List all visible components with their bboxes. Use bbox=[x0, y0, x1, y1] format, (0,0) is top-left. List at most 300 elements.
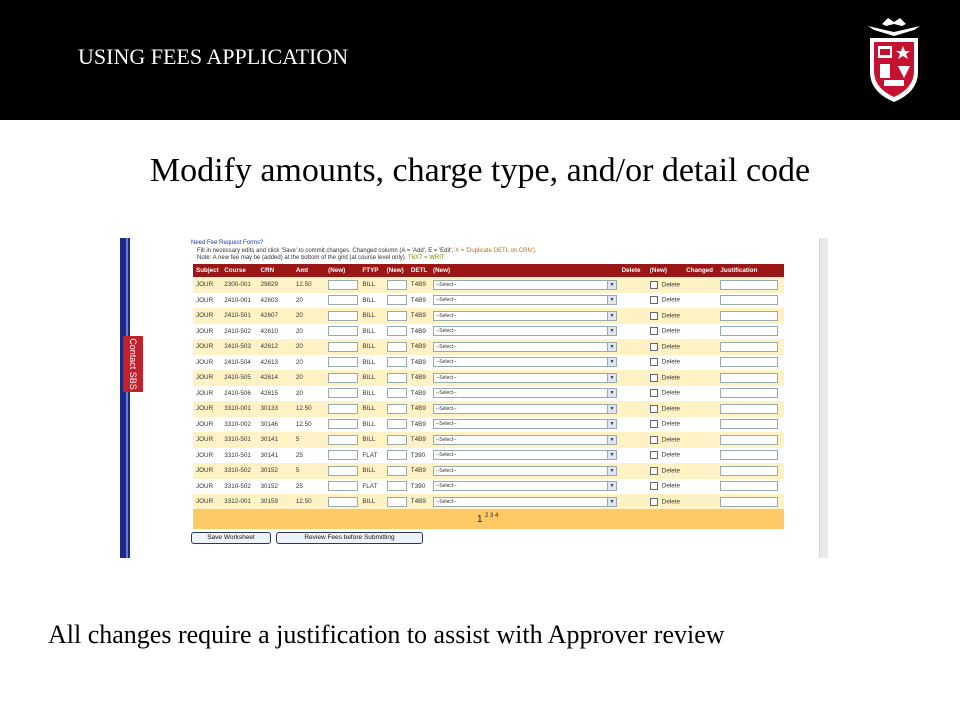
amt-cell: 25 bbox=[293, 448, 325, 464]
justification-input[interactable] bbox=[720, 388, 778, 398]
delete-checkbox[interactable] bbox=[650, 436, 658, 444]
new-ftyp-input[interactable] bbox=[387, 342, 407, 352]
new-ftyp-input[interactable] bbox=[387, 481, 407, 491]
contact-sbs-tab[interactable] bbox=[123, 336, 143, 392]
delete-checkbox[interactable] bbox=[650, 374, 658, 382]
delete-label: Delete bbox=[661, 451, 680, 459]
select-value: --Select-- bbox=[435, 390, 457, 397]
select-value: --Select-- bbox=[435, 436, 457, 443]
detail-code-select[interactable] bbox=[433, 342, 617, 352]
delete-cell bbox=[619, 370, 647, 386]
crn-cell: 42614 bbox=[258, 370, 293, 386]
detl-cell: T4B9 bbox=[408, 401, 430, 417]
delete-label: Delete bbox=[661, 281, 680, 289]
table-row bbox=[193, 355, 784, 371]
delete-checkbox[interactable] bbox=[650, 451, 658, 459]
chevron-down-icon[interactable]: ▼ bbox=[607, 281, 616, 289]
select-value: --Select-- bbox=[435, 498, 457, 505]
new-ftyp-cell bbox=[384, 308, 408, 324]
justification-input[interactable] bbox=[720, 311, 778, 321]
amt-cell: 20 bbox=[293, 370, 325, 386]
justification-cell bbox=[717, 339, 784, 355]
delete-label: Delete bbox=[661, 296, 680, 304]
changed-cell bbox=[683, 308, 717, 324]
ftyp-cell: BILL bbox=[359, 293, 383, 309]
contact-sbs-label: Contact SBS bbox=[128, 338, 138, 390]
table-row bbox=[193, 494, 784, 510]
changed-cell bbox=[683, 324, 717, 340]
subject-cell: JOUR bbox=[193, 308, 221, 324]
new-amt-input[interactable] bbox=[328, 311, 358, 321]
new-ftyp-input[interactable] bbox=[387, 497, 407, 507]
new-ftyp-input[interactable] bbox=[387, 419, 407, 429]
chevron-down-icon[interactable]: ▼ bbox=[607, 498, 616, 506]
subject-cell: JOUR bbox=[193, 293, 221, 309]
new-amt-input[interactable] bbox=[328, 497, 358, 507]
changed-cell bbox=[683, 370, 717, 386]
new-amt-input[interactable] bbox=[328, 435, 358, 445]
chevron-down-icon[interactable]: ▼ bbox=[607, 343, 616, 351]
instruction-line: Fill in necessary edits and click 'Save' to commit changes. Changed column (A = 'Add', E = 'Edit', X = 'Duplicate DETL on CRN'). bbox=[197, 247, 537, 254]
new-amt-input[interactable] bbox=[328, 388, 358, 398]
crn-cell: 42613 bbox=[258, 355, 293, 371]
delete-checkbox[interactable] bbox=[650, 296, 658, 304]
new-amt-cell bbox=[325, 401, 359, 417]
delete-cell bbox=[619, 479, 647, 495]
column-header: FTYP bbox=[359, 264, 383, 277]
delete-label: Delete bbox=[661, 389, 680, 397]
chevron-down-icon[interactable]: ▼ bbox=[607, 482, 616, 490]
justification-cell bbox=[717, 308, 784, 324]
chevron-down-icon[interactable]: ▼ bbox=[607, 312, 616, 320]
changed-cell bbox=[683, 293, 717, 309]
crn-cell: 29829 bbox=[258, 277, 293, 293]
course-cell: 3310-002 bbox=[221, 417, 257, 433]
delete-checkbox-cell bbox=[647, 417, 683, 433]
changed-cell bbox=[683, 401, 717, 417]
justification-input[interactable] bbox=[720, 466, 778, 476]
new-ftyp-input[interactable] bbox=[387, 466, 407, 476]
new-ftyp-cell bbox=[384, 448, 408, 464]
new-ftyp-input[interactable] bbox=[387, 404, 407, 414]
review-fees-button[interactable]: Review Fees before Submitting bbox=[276, 532, 423, 544]
select-value: --Select-- bbox=[435, 297, 457, 304]
chevron-down-icon[interactable]: ▼ bbox=[607, 358, 616, 366]
column-header: CRN bbox=[258, 264, 293, 277]
fees-grid-header bbox=[193, 264, 784, 277]
detl-cell: T4B9 bbox=[408, 417, 430, 433]
detl-cell: T390 bbox=[408, 448, 430, 464]
course-cell: 2410-506 bbox=[221, 386, 257, 402]
new-amt-input[interactable] bbox=[328, 342, 358, 352]
ftyp-cell: BILL bbox=[359, 432, 383, 448]
new-amt-cell bbox=[325, 463, 359, 479]
detail-code-select[interactable] bbox=[433, 481, 617, 491]
new-ftyp-input[interactable] bbox=[387, 435, 407, 445]
delete-checkbox[interactable] bbox=[650, 312, 658, 320]
pagination-bar bbox=[193, 509, 784, 529]
chevron-down-icon[interactable]: ▼ bbox=[607, 327, 616, 335]
justification-input[interactable] bbox=[720, 342, 778, 352]
delete-checkbox[interactable] bbox=[650, 498, 658, 506]
delete-checkbox[interactable] bbox=[650, 389, 658, 397]
amt-cell: 20 bbox=[293, 308, 325, 324]
delete-checkbox[interactable] bbox=[650, 482, 658, 490]
header-row bbox=[193, 264, 784, 277]
justification-input[interactable] bbox=[720, 404, 778, 414]
detl-cell: T4B9 bbox=[408, 355, 430, 371]
column-header: Amt bbox=[293, 264, 325, 277]
ftyp-cell: BILL bbox=[359, 386, 383, 402]
delete-checkbox[interactable] bbox=[650, 327, 658, 335]
justification-input[interactable] bbox=[720, 450, 778, 460]
subject-cell: JOUR bbox=[193, 370, 221, 386]
subject-cell: JOUR bbox=[193, 463, 221, 479]
new-detl-cell bbox=[430, 355, 619, 371]
select-value: --Select-- bbox=[435, 312, 457, 319]
ftyp-cell: BILL bbox=[359, 355, 383, 371]
new-amt-input[interactable] bbox=[328, 450, 358, 460]
detail-code-select[interactable] bbox=[433, 280, 617, 290]
chevron-down-icon[interactable]: ▼ bbox=[607, 436, 616, 444]
new-ftyp-cell bbox=[384, 432, 408, 448]
new-detl-cell bbox=[430, 339, 619, 355]
delete-checkbox[interactable] bbox=[650, 405, 658, 413]
new-amt-input[interactable] bbox=[328, 466, 358, 476]
course-cell: 2410-001 bbox=[221, 293, 257, 309]
course-cell: 3310-502 bbox=[221, 463, 257, 479]
delete-label: Delete bbox=[661, 327, 680, 335]
justification-cell bbox=[717, 386, 784, 402]
new-amt-input[interactable] bbox=[328, 419, 358, 429]
detl-cell: T4B9 bbox=[408, 494, 430, 510]
ftyp-cell: BILL bbox=[359, 494, 383, 510]
justification-cell bbox=[717, 293, 784, 309]
slide-subtitle: Modify amounts, charge type, and/or detail code bbox=[149, 152, 811, 189]
delete-checkbox-cell bbox=[647, 448, 683, 464]
fees-grid bbox=[193, 264, 784, 510]
course-cell: 2300-001 bbox=[221, 277, 257, 293]
detail-code-select[interactable] bbox=[433, 419, 617, 429]
column-header: Delete bbox=[619, 264, 647, 277]
chevron-down-icon[interactable]: ▼ bbox=[607, 405, 616, 413]
delete-cell bbox=[619, 324, 647, 340]
detail-code-select[interactable] bbox=[433, 466, 617, 476]
table-row bbox=[193, 448, 784, 464]
new-ftyp-input[interactable] bbox=[387, 357, 407, 367]
amt-cell: 20 bbox=[293, 324, 325, 340]
column-header: (New) bbox=[384, 264, 408, 277]
justification-input[interactable] bbox=[720, 419, 778, 429]
chevron-down-icon[interactable]: ▼ bbox=[607, 467, 616, 475]
detl-cell: T4B9 bbox=[408, 308, 430, 324]
table-row bbox=[193, 277, 784, 293]
detail-code-select[interactable] bbox=[433, 357, 617, 367]
delete-checkbox-cell bbox=[647, 370, 683, 386]
detail-code-select[interactable] bbox=[433, 435, 617, 445]
delete-cell bbox=[619, 417, 647, 433]
new-amt-cell bbox=[325, 277, 359, 293]
new-ftyp-input[interactable] bbox=[387, 280, 407, 290]
detail-code-select[interactable] bbox=[433, 373, 617, 383]
crn-cell: 42615 bbox=[258, 386, 293, 402]
justification-input[interactable] bbox=[720, 326, 778, 336]
subject-cell: JOUR bbox=[193, 417, 221, 433]
detail-code-select[interactable] bbox=[433, 311, 617, 321]
ftyp-cell: FLAT bbox=[359, 479, 383, 495]
chevron-down-icon[interactable]: ▼ bbox=[607, 451, 616, 459]
detl-cell: T4B9 bbox=[408, 339, 430, 355]
crn-cell: 42610 bbox=[258, 324, 293, 340]
table-row bbox=[193, 324, 784, 340]
ftyp-cell: BILL bbox=[359, 339, 383, 355]
table-row bbox=[193, 417, 784, 433]
table-row bbox=[193, 339, 784, 355]
new-ftyp-cell bbox=[384, 370, 408, 386]
delete-checkbox[interactable] bbox=[650, 358, 658, 366]
column-header: Justification bbox=[717, 264, 784, 277]
ftyp-cell: BILL bbox=[359, 277, 383, 293]
changed-cell bbox=[683, 479, 717, 495]
save-worksheet-button[interactable]: Save Worksheet bbox=[191, 532, 271, 544]
new-ftyp-cell bbox=[384, 277, 408, 293]
crn-cell: 30133 bbox=[258, 401, 293, 417]
crn-cell: 30141 bbox=[258, 448, 293, 464]
delete-checkbox-cell bbox=[647, 401, 683, 417]
crn-cell: 30146 bbox=[258, 417, 293, 433]
course-cell: 2410-504 bbox=[221, 355, 257, 371]
ftyp-cell: BILL bbox=[359, 463, 383, 479]
detail-code-select[interactable] bbox=[433, 295, 617, 305]
detl-cell: T4B9 bbox=[408, 277, 430, 293]
ftyp-cell: BILL bbox=[359, 401, 383, 417]
column-header: (New) bbox=[647, 264, 683, 277]
delete-label: Delete bbox=[661, 343, 680, 351]
justification-input[interactable] bbox=[720, 373, 778, 383]
vertical-scrollbar[interactable] bbox=[819, 238, 828, 558]
new-detl-cell bbox=[430, 370, 619, 386]
justification-input[interactable] bbox=[720, 481, 778, 491]
changed-cell bbox=[683, 448, 717, 464]
select-value: --Select-- bbox=[435, 421, 457, 428]
subject-cell: JOUR bbox=[193, 355, 221, 371]
delete-checkbox[interactable] bbox=[650, 467, 658, 475]
delete-checkbox[interactable] bbox=[650, 281, 658, 289]
delete-cell bbox=[619, 293, 647, 309]
column-header: Course bbox=[221, 264, 257, 277]
ftyp-cell: BILL bbox=[359, 324, 383, 340]
course-cell: 3310-502 bbox=[221, 479, 257, 495]
fee-request-forms-link[interactable]: Need Fee Request Forms? bbox=[191, 240, 264, 246]
changed-cell bbox=[683, 494, 717, 510]
table-row bbox=[193, 308, 784, 324]
new-amt-input[interactable] bbox=[328, 373, 358, 383]
delete-label: Delete bbox=[661, 312, 680, 320]
justification-input[interactable] bbox=[720, 357, 778, 367]
justification-cell bbox=[717, 417, 784, 433]
changed-cell bbox=[683, 386, 717, 402]
fees-grid-body bbox=[193, 277, 784, 510]
delete-checkbox-cell bbox=[647, 308, 683, 324]
select-value: --Select-- bbox=[435, 467, 457, 474]
table-row bbox=[193, 370, 784, 386]
crn-cell: 30152 bbox=[258, 479, 293, 495]
new-ftyp-cell bbox=[384, 293, 408, 309]
delete-label: Delete bbox=[661, 436, 680, 444]
new-ftyp-cell bbox=[384, 324, 408, 340]
course-cell: 3312-001 bbox=[221, 494, 257, 510]
justification-input[interactable] bbox=[720, 435, 778, 445]
new-ftyp-cell bbox=[384, 463, 408, 479]
changed-cell bbox=[683, 463, 717, 479]
crn-cell: 30159 bbox=[258, 494, 293, 510]
new-detl-cell bbox=[430, 401, 619, 417]
new-detl-cell bbox=[430, 386, 619, 402]
detail-code-select[interactable] bbox=[433, 404, 617, 414]
new-ftyp-cell bbox=[384, 401, 408, 417]
new-detl-cell bbox=[430, 494, 619, 510]
new-ftyp-input[interactable] bbox=[387, 373, 407, 383]
justification-cell bbox=[717, 277, 784, 293]
amt-cell: 12.50 bbox=[293, 417, 325, 433]
amt-cell: 5 bbox=[293, 432, 325, 448]
chevron-down-icon[interactable]: ▼ bbox=[607, 389, 616, 397]
new-detl-cell bbox=[430, 479, 619, 495]
delete-cell bbox=[619, 494, 647, 510]
course-cell: 2410-501 bbox=[221, 308, 257, 324]
justification-cell bbox=[717, 432, 784, 448]
subject-cell: JOUR bbox=[193, 448, 221, 464]
delete-label: Delete bbox=[661, 420, 680, 428]
new-detl-cell bbox=[430, 308, 619, 324]
subject-cell: JOUR bbox=[193, 386, 221, 402]
new-detl-cell bbox=[430, 293, 619, 309]
justification-input[interactable] bbox=[720, 295, 778, 305]
new-detl-cell bbox=[430, 448, 619, 464]
detail-code-select[interactable] bbox=[433, 326, 617, 336]
course-cell: 3310-501 bbox=[221, 448, 257, 464]
column-header: (New) bbox=[325, 264, 359, 277]
changed-cell bbox=[683, 417, 717, 433]
crn-cell: 42612 bbox=[258, 339, 293, 355]
new-amt-input[interactable] bbox=[328, 357, 358, 367]
new-amt-cell bbox=[325, 432, 359, 448]
new-amt-input[interactable] bbox=[328, 481, 358, 491]
new-ftyp-cell bbox=[384, 494, 408, 510]
changed-cell bbox=[683, 277, 717, 293]
subject-cell: JOUR bbox=[193, 277, 221, 293]
subject-cell: JOUR bbox=[193, 432, 221, 448]
delete-cell bbox=[619, 277, 647, 293]
amt-cell: 5 bbox=[293, 463, 325, 479]
new-ftyp-input[interactable] bbox=[387, 326, 407, 336]
instructions-notes bbox=[191, 240, 537, 263]
delete-checkbox-cell bbox=[647, 432, 683, 448]
new-amt-input[interactable] bbox=[328, 326, 358, 336]
delete-label: Delete bbox=[661, 358, 680, 366]
detail-code-select[interactable] bbox=[433, 497, 617, 507]
subject-cell: JOUR bbox=[193, 339, 221, 355]
justification-input[interactable] bbox=[720, 497, 778, 507]
new-ftyp-cell bbox=[384, 339, 408, 355]
new-detl-cell bbox=[430, 432, 619, 448]
delete-checkbox[interactable] bbox=[650, 420, 658, 428]
course-cell: 2410-503 bbox=[221, 339, 257, 355]
delete-label: Delete bbox=[661, 374, 680, 382]
delete-checkbox[interactable] bbox=[650, 343, 658, 351]
new-ftyp-input[interactable] bbox=[387, 295, 407, 305]
justification-input[interactable] bbox=[720, 280, 778, 290]
justification-cell bbox=[717, 463, 784, 479]
table-row bbox=[193, 401, 784, 417]
new-amt-cell bbox=[325, 417, 359, 433]
new-ftyp-input[interactable] bbox=[387, 450, 407, 460]
ftyp-cell: BILL bbox=[359, 417, 383, 433]
delete-label: Delete bbox=[661, 467, 680, 475]
amt-cell: 25 bbox=[293, 479, 325, 495]
new-amt-input[interactable] bbox=[328, 295, 358, 305]
delete-cell bbox=[619, 308, 647, 324]
new-detl-cell bbox=[430, 324, 619, 340]
detail-code-select[interactable] bbox=[433, 388, 617, 398]
new-ftyp-cell bbox=[384, 386, 408, 402]
course-cell: 2410-502 bbox=[221, 324, 257, 340]
crn-cell: 30141 bbox=[258, 432, 293, 448]
chevron-down-icon[interactable]: ▼ bbox=[607, 374, 616, 382]
subject-cell: JOUR bbox=[193, 401, 221, 417]
amt-cell: 20 bbox=[293, 386, 325, 402]
slide-header-title: USING FEES APPLICATION bbox=[78, 44, 349, 69]
delete-label: Delete bbox=[661, 405, 680, 413]
new-amt-cell bbox=[325, 355, 359, 371]
crn-cell: 30152 bbox=[258, 463, 293, 479]
detail-code-select[interactable] bbox=[433, 450, 617, 460]
delete-cell bbox=[619, 386, 647, 402]
new-ftyp-input[interactable] bbox=[387, 311, 407, 321]
page-links[interactable]: 2 3 4 bbox=[485, 513, 499, 519]
changed-cell bbox=[683, 355, 717, 371]
new-detl-cell bbox=[430, 417, 619, 433]
fees-app-screenshot bbox=[120, 238, 828, 558]
course-cell: 3310-001 bbox=[221, 401, 257, 417]
ftyp-cell: BILL bbox=[359, 308, 383, 324]
amt-cell: 20 bbox=[293, 339, 325, 355]
new-ftyp-input[interactable] bbox=[387, 388, 407, 398]
new-amt-cell bbox=[325, 324, 359, 340]
new-detl-cell bbox=[430, 277, 619, 293]
chevron-down-icon[interactable]: ▼ bbox=[607, 296, 616, 304]
justification-cell bbox=[717, 479, 784, 495]
university-shield-logo bbox=[858, 14, 930, 104]
justification-cell bbox=[717, 324, 784, 340]
chevron-down-icon[interactable]: ▼ bbox=[607, 420, 616, 428]
delete-cell bbox=[619, 355, 647, 371]
new-amt-cell bbox=[325, 370, 359, 386]
new-amt-input[interactable] bbox=[328, 280, 358, 290]
new-amt-cell bbox=[325, 308, 359, 324]
delete-checkbox-cell bbox=[647, 324, 683, 340]
new-ftyp-cell bbox=[384, 417, 408, 433]
slide-footer-note: All changes require a justification to assist with Approver review bbox=[48, 620, 725, 649]
table-row bbox=[193, 463, 784, 479]
table-row bbox=[193, 386, 784, 402]
new-amt-input[interactable] bbox=[328, 404, 358, 414]
detl-cell: T4B9 bbox=[408, 324, 430, 340]
delete-checkbox-cell bbox=[647, 339, 683, 355]
page-current[interactable]: 1 bbox=[477, 514, 483, 525]
new-amt-cell bbox=[325, 494, 359, 510]
new-amt-cell bbox=[325, 448, 359, 464]
